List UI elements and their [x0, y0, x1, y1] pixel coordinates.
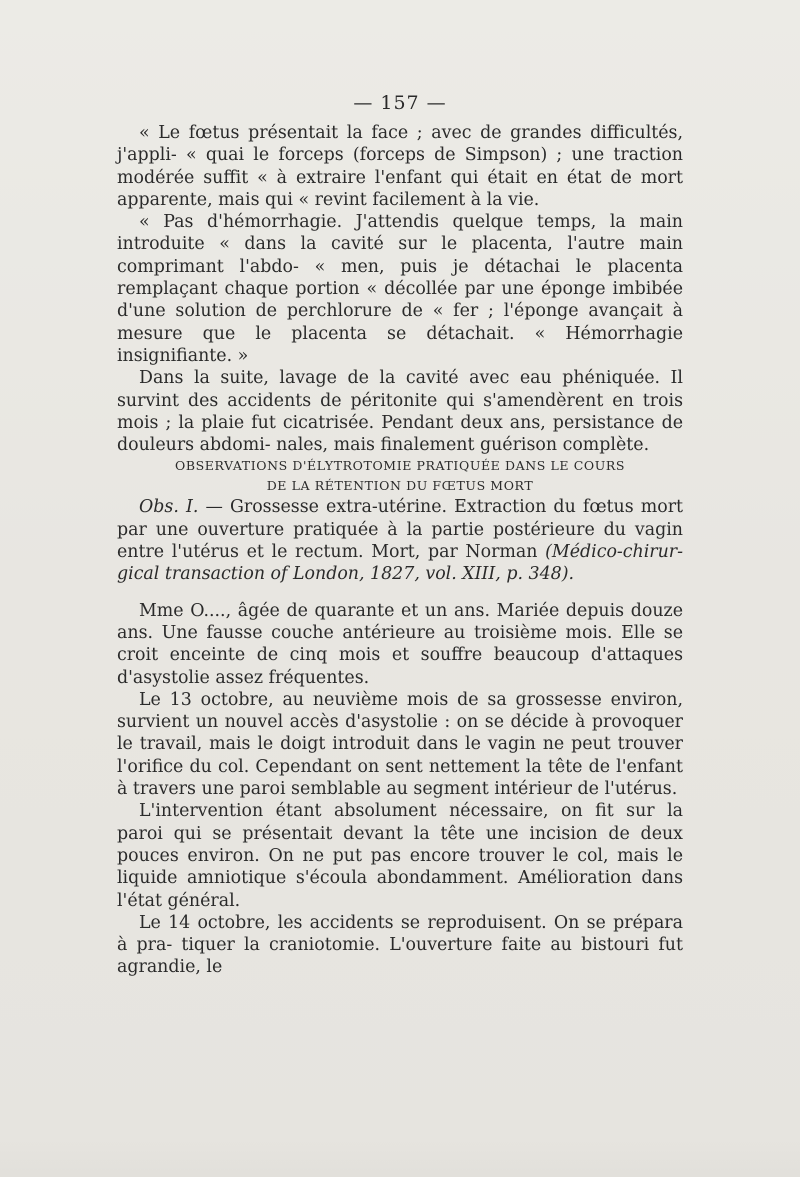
observation-title: Grossesse extra-utérine. Extraction du fœtus mort par une ouverture pratiquée à la partie postérieure du vagin entre l'utérus et le rectum. Mort, par Norman — [117, 497, 683, 563]
quote-paragraph-1: « Le fœtus présentait la face ; avec de grandes difficultés, j'appli- « quai le forceps (forceps de Simpson) ; une traction modérée suffit « à extraire l'enfant qui était en état de mort apparente, mais qui « revint facilement à la vie. — [117, 123, 683, 210]
page-number: — 157 — — [353, 92, 447, 114]
section-heading-line-2: DE LA RÉTENTION DU FŒTUS MORT — [266, 478, 534, 494]
observation-source: (Médico-chirur- gical transaction of London, 1827, vol. XIII, p. 348). — [117, 542, 683, 585]
paragraph-intervention: L'intervention étant absolument nécessaire, on fit sur la paroi qui se présentait devant la tête une incision de deux pouces environ. On ne put pas encore trouver le col, mais le liquide amniotique s'écoula abondamment. Amélioration dans l'état général. — [117, 801, 683, 911]
paragraph-patient: Mme O...., âgée de quarante et un ans. Mariée depuis douze ans. Une fausse couche antérieure au troisième mois. Elle se croit enceinte de cinq mois et souffre beaucoup d'attaques d'asystolie assez fréquentes. — [117, 600, 683, 688]
paragraph-october-13: Le 13 octobre, au neuvième mois de sa grossesse environ, survient un nouvel accès d'asystolie : on se décide à provoquer le travail, mais le doigt introduit dans le vagin ne peut trouver l'orifice du col. Cependant on sent nettement la tête de l'enfant à travers une paroi semblable au segment intérieur de l'utérus. — [117, 689, 683, 800]
paragraph-october-14: Le 14 octobre, les accidents se reproduisent. On se prépara à pra- tiquer la craniotomie. L'ouverture faite au bistouri fut agrandie, le — [117, 912, 683, 978]
text-block — [117, 122, 683, 979]
paragraph-outcome: Dans la suite, lavage de la cavité avec eau phéniquée. Il survint des accidents de péritonite qui s'amendèrent en trois mois ; la plaie fut cicatrisée. Pendant deux ans, persistance de douleurs abdomi- nales, mais finalement guérison complète. — [117, 368, 683, 456]
page-bottom-shade — [0, 1137, 800, 1177]
observation-dash: — — [198, 497, 230, 518]
quote-paragraph-2: « Pas d'hémorrhagie. J'attendis quelque temps, la main introduite « dans la cavité sur le placenta, l'autre main comprimant l'abdo- « men, puis je détachai le placenta remplaçant chaque portion « décollée par une éponge imbibée d'une solution de perchlorure de « fer ; l'éponge avançait à mesure que le placenta se détachait. « Hémorrhagie insignifiante. » — [117, 212, 683, 366]
section-heading-line-1: OBSERVATIONS D'ÉLYTROTOMIE PRATIQUÉE DANS LE COURS — [174, 458, 626, 474]
observation-label: Obs. I. — [139, 497, 199, 518]
observation-heading — [117, 496, 683, 585]
spacer — [117, 586, 683, 600]
